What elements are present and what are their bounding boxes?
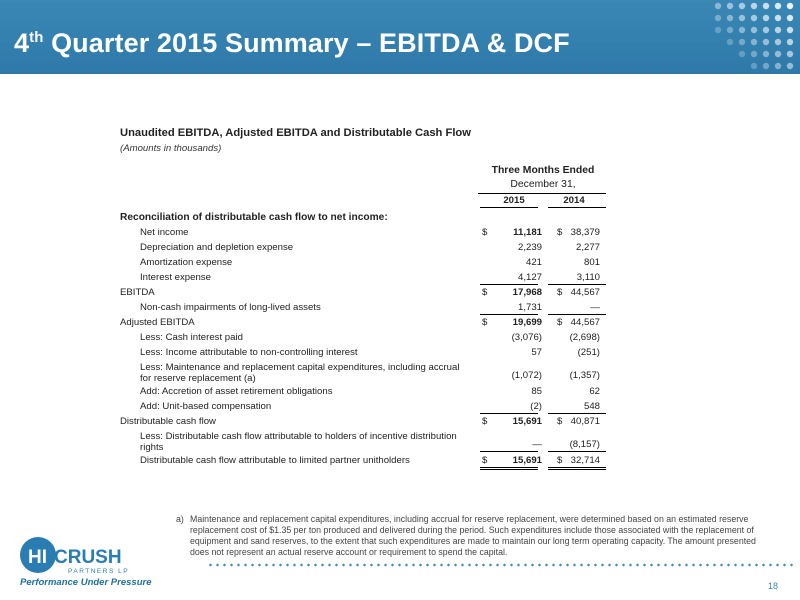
slide-title: 4th Quarter 2015 Summary – EBITDA & DCF xyxy=(14,28,570,58)
year-rule-2015 xyxy=(480,207,538,208)
column-header-2015: 2015 xyxy=(503,195,525,206)
table-title: Unaudited EBITDA, Adjusted EBITDA and Distributable Cash Flow xyxy=(120,127,471,139)
subtotal-rule xyxy=(548,451,606,452)
dots-decoration-icon xyxy=(710,0,800,74)
svg-text:HI: HI xyxy=(28,547,47,568)
total-double-rule xyxy=(480,467,538,470)
table-subtitle: (Amounts in thousands) xyxy=(120,143,222,154)
header-rule xyxy=(478,193,606,194)
footnote-text: Maintenance and replacement capital expenditures, including accrual for reserve replacement, were determined based on an estimated reserve replacement cost of $1.35 per ton produced and delivered during the period. Such expenditures include those associated with the replacement of equipment and sand reserves, to the extent that such expenditures are made to maintain our long term operating capacity. The amount presented does not represent an actual reserve account or requirement to spend the capital. xyxy=(190,514,756,557)
subtotal-rule xyxy=(548,314,606,315)
dotted-divider xyxy=(207,563,793,567)
period-header: Three Months Ended xyxy=(491,165,595,176)
subtotal-rule xyxy=(480,284,538,285)
table-row: Add: Unit-based compensation (2) 548 xyxy=(140,401,600,412)
page-number: 18 xyxy=(767,581,778,591)
svg-text:PARTNERS LP: PARTNERS LP xyxy=(68,568,130,575)
year-rule-2014 xyxy=(548,207,606,208)
table-row-adjusted-ebitda: Adjusted EBITDA $ 19,699 $ 44,567 xyxy=(120,317,600,328)
logo-tagline: Performance Under Pressure xyxy=(20,577,152,588)
table-row: Depreciation and depletion expense 2,239 2,277 xyxy=(140,242,600,253)
table-row: Less: Cash interest paid (3,076) (2,698) xyxy=(140,332,600,343)
subtotal-rule xyxy=(480,451,538,452)
svg-text:CRUSH: CRUSH xyxy=(54,547,122,568)
table-row-lp-dcf: Distributable cash flow attributable to limited partner unitholders $ 15,691 $ 32,714 xyxy=(140,455,600,466)
table-row-ebitda: EBITDA $ 17,968 $ 44,567 xyxy=(120,287,600,298)
table-row: Net income $ 11,181 $ 38,379 xyxy=(140,227,600,238)
header-banner xyxy=(0,0,800,74)
subtotal-rule xyxy=(480,413,538,414)
table-row-dcf: Distributable cash flow $ 15,691 $ 40,871 xyxy=(120,416,600,427)
subtotal-rule xyxy=(548,284,606,285)
table-row: Interest expense 4,127 3,110 xyxy=(140,272,600,283)
table-row: Add: Accretion of asset retirement obligations 85 62 xyxy=(140,386,600,397)
section-heading: Reconciliation of distributable cash flow to net income: xyxy=(120,212,388,223)
subtotal-rule xyxy=(548,413,606,414)
table-row: Less: Distributable cash flow attributable to holders of incentive distribution rights — (8,157) xyxy=(140,431,600,453)
column-header-2014: 2014 xyxy=(563,195,585,206)
total-double-rule xyxy=(548,467,606,470)
table-row: Less: Income attributable to non-controlling interest 57 (251) xyxy=(140,347,600,358)
footnote-marker: a) xyxy=(176,514,184,524)
table-row: Amortization expense 421 801 xyxy=(140,257,600,268)
subtotal-rule xyxy=(480,314,538,315)
table-row: Less: Maintenance and replacement capital expenditures, including accrual for reserve replacement (a) (1,072) (1,357) xyxy=(140,362,600,384)
period-subheader: December 31, xyxy=(510,179,576,190)
table-row: Non-cash impairments of long-lived assets 1,731 — xyxy=(140,302,600,313)
